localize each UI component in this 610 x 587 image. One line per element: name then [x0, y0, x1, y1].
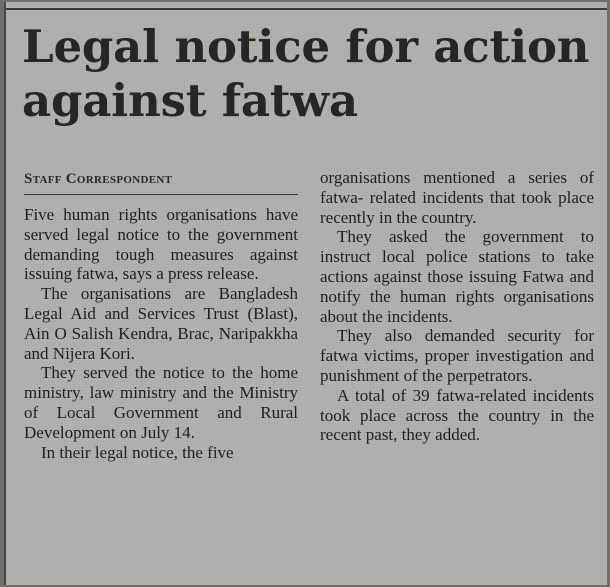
right-column [320, 168, 594, 445]
paragraph: organisations mentioned a series of fatwa- related incidents that took place recently in the country. [320, 168, 594, 227]
paragraph: The organisations are Bangladesh Legal Aid and Services Trust (Blast), Ain O Salish Kendra, Brac, Naripakkha and Nijera Kori. [24, 284, 298, 363]
byline: Staff Correspondent [24, 171, 173, 187]
paragraph: They also demanded security for fatwa victims, proper investigation and punishment of the perpetrators. [320, 326, 594, 385]
paragraph: In their legal notice, the five [41, 442, 234, 462]
paragraph: They asked the government to instruct local police stations to take actions against those issuing Fatwa and notify the human rights organisations about the incidents. [320, 227, 594, 326]
paragraph: Five human rights organisations have served legal notice to the government demanding tough measures against issuing fatwa, says a press release. [24, 205, 298, 284]
left-column [24, 168, 298, 462]
newspaper-clipping [4, 2, 607, 585]
paragraph: They served the notice to the home ministry, law ministry and the Ministry of Local Government and Rural Development on July 14. [24, 363, 298, 442]
byline-rule [24, 194, 298, 195]
headline: Legal notice for action against fatwa [22, 20, 590, 127]
top-rule [6, 8, 607, 10]
paragraph: A total of 39 fatwa-related incidents took place across the country in the recent past, they added. [320, 385, 594, 445]
